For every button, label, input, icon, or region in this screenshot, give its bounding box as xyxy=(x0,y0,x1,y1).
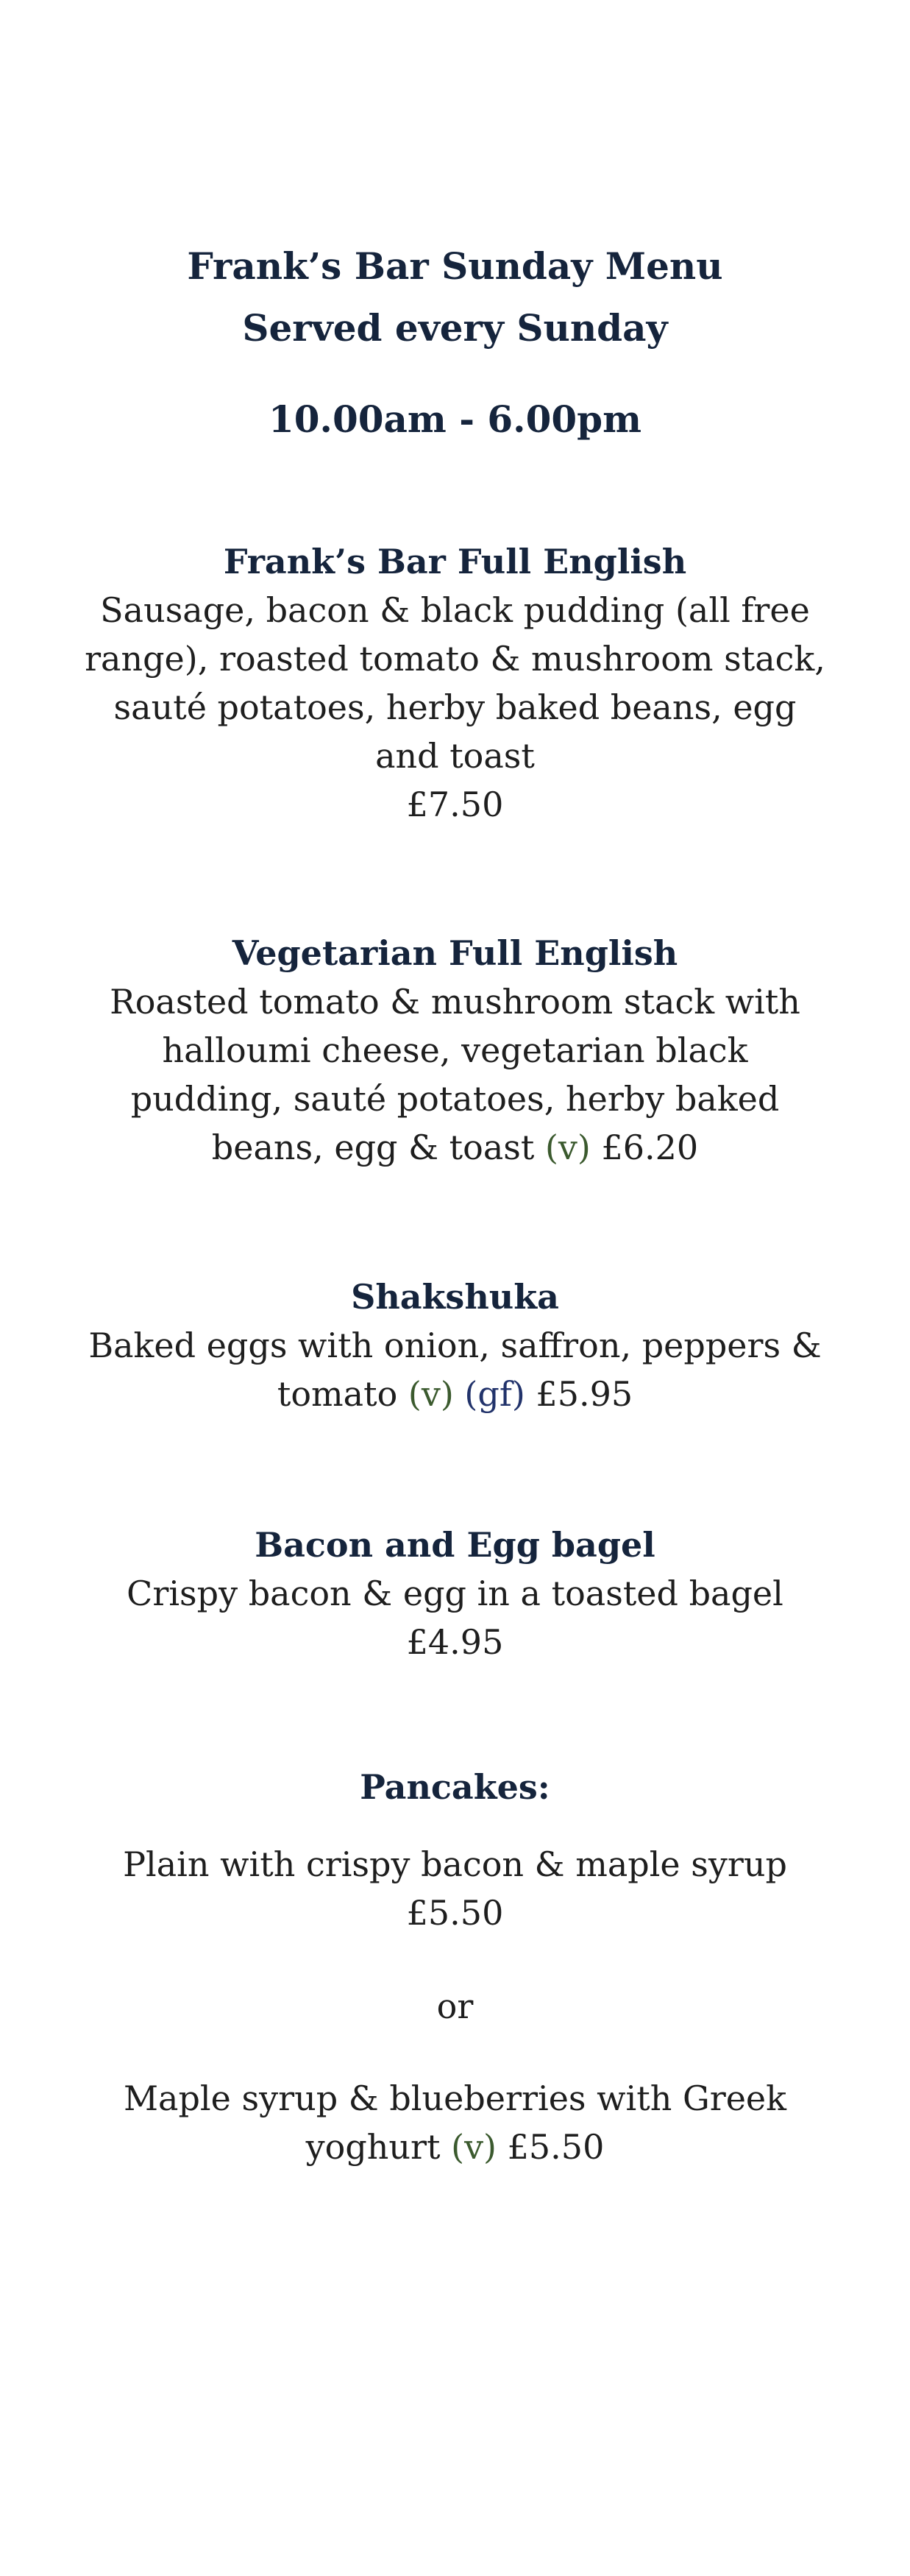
item-price: £5.95 xyxy=(536,1374,633,1414)
menu-item-bacon-egg-bagel xyxy=(81,1521,829,1666)
pancakes-option-blueberry xyxy=(81,2074,829,2171)
vegetarian-tag: (v) xyxy=(451,2127,497,2167)
hours-text: 10.00am - 6.00pm xyxy=(268,397,642,441)
vegetarian-tag: (v) xyxy=(408,1374,454,1414)
item-price: £7.50 xyxy=(406,785,504,824)
pancakes-or-separator xyxy=(81,1982,829,2031)
item-name: Bacon and Egg bagel xyxy=(255,1525,655,1565)
menu-title: Frank’s Bar Sunday Menu xyxy=(187,244,723,288)
or-text: or xyxy=(436,1986,474,2026)
item-desc-text: Sausage, bacon & black pudding (all free range), roasted tomato & mushroom stack, sauté potatoes, herby baked beans, egg and toast xyxy=(85,590,825,776)
menu-item-vegetarian-full-english xyxy=(81,929,829,1172)
item-description xyxy=(81,1321,829,1418)
item-price: £4.95 xyxy=(406,1622,504,1662)
item-name: Shakshuka xyxy=(351,1277,559,1317)
item-name: Vegetarian Full English xyxy=(232,933,678,973)
item-name: Frank’s Bar Full English xyxy=(223,542,687,581)
item-price: £5.50 xyxy=(406,1893,504,1933)
opening-hours xyxy=(0,389,910,450)
gluten-free-tag: (gf) xyxy=(464,1374,525,1414)
item-description xyxy=(81,1569,829,1666)
item-desc-text: Baked eggs with onion, saffron, peppers & tomato xyxy=(88,1326,822,1414)
pancakes-section xyxy=(81,1763,829,1811)
menu-header xyxy=(0,236,910,359)
pancakes-option-bacon xyxy=(81,1840,829,1937)
item-description xyxy=(81,1840,829,1937)
item-desc-text: Roasted tomato & mushroom stack with halloumi cheese, vegetarian black pudding, sauté potatoes, herby baked beans, egg & toast xyxy=(110,982,800,1167)
vegetarian-tag: (v) xyxy=(544,1128,591,1167)
menu-subtitle: Served every Sunday xyxy=(242,306,668,350)
menu-item-shakshuka xyxy=(81,1273,829,1418)
item-desc-text: Plain with crispy bacon & maple syrup xyxy=(123,1844,787,1884)
menu-item-full-english xyxy=(81,537,829,829)
item-desc-text: Maple syrup & blueberries with Greek yoghurt xyxy=(123,2078,787,2167)
item-desc-text: Crispy bacon & egg in a toasted bagel xyxy=(127,1574,783,1613)
pancakes-heading: Pancakes: xyxy=(360,1767,550,1807)
item-description xyxy=(81,2074,829,2171)
item-description xyxy=(81,977,829,1172)
item-price: £6.20 xyxy=(601,1128,699,1167)
item-description xyxy=(81,586,829,829)
item-price: £5.50 xyxy=(507,2127,605,2167)
